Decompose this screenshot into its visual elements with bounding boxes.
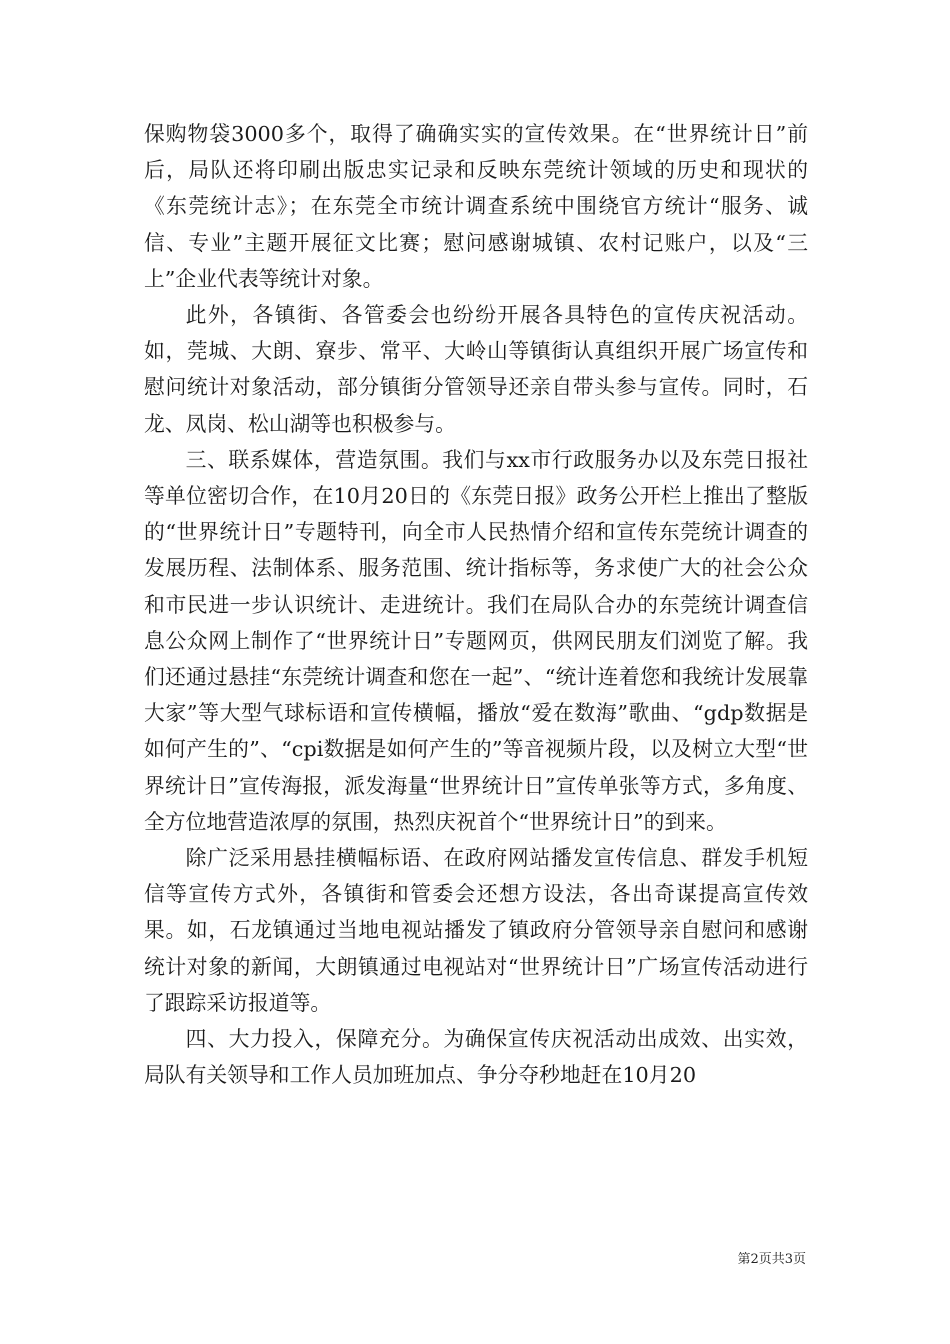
paragraph-3: 三、联系媒体，营造氛围。我们与xx市行政服务办以及东莞日报社等单位密切合作，在10月20日的《东莞日报》政务公开栏上推出了整版的“世界统计日”专题特刊，向全市人民热情介绍和宣传东莞统计调查的发展历程、法制体系、服务范围、统计指标等，务求使广大的社会公众和市民进一步认识统计、走进统计。我们在局队合办的东莞统计调查信息公众网上制作了“世界统计日”专题网页，供网民朋友们浏览了解。我们还通过悬挂“东莞统计调查和您在一起”、“统计连着您和我统计发展靠大家”等大型气球标语和宣传横幅，播放“爱在数海”歌曲、“gdp数据是如何产生的”、“cpi数据是如何产生的”等音视频片段，以及树立大型“世界统计日”宣传海报，派发海量“世界统计日”宣传单张等方式，多角度、全方位地营造浓厚的氛围，热烈庆祝首个“世界统计日”的到来。 [144, 447, 808, 834]
paragraph-4: 除广泛采用悬挂横幅标语、在政府网站播发宣传信息、群发手机短信等宣传方式外，各镇街和管委会还想方设法，各出奇谋提高宣传效果。如，石龙镇通过当地电视站播发了镇政府分管领导亲自慰问和感谢统计对象的新闻，大朗镇通过电视站对“世界统计日”广场宣传活动进行了跟踪采访报道等。 [144, 846, 808, 1015]
paragraph-5: 四、大力投入，保障充分。为确保宣传庆祝活动出成效、出实效，局队有关领导和工作人员加班加点、争分夺秒地赶在10月20 [144, 1027, 808, 1088]
document-body [144, 116, 808, 1093]
page-number: 第2页共3页 [737, 1252, 806, 1267]
paragraph-1: 保购物袋3000多个，取得了确确实实的宣传效果。在“世界统计日”前后，局队还将印刷出版忠实记录和反映东莞统计领域的历史和现状的《东莞统计志》；在东莞全市统计调查系统中围绕官方统计“服务、诚信、专业”主题开展征文比赛；慰问感谢城镇、农村记账户，以及“三上”企业代表等统计对象。 [144, 122, 808, 291]
paragraph-2: 此外，各镇街、各管委会也纷纷开展各具特色的宣传庆祝活动。如，莞城、大朗、寮步、常平、大岭山等镇街认真组织开展广场宣传和慰问统计对象活动，部分镇街分管领导还亲自带头参与宣传。同时，石龙、凤岗、松山湖等也积极参与。 [144, 303, 808, 436]
